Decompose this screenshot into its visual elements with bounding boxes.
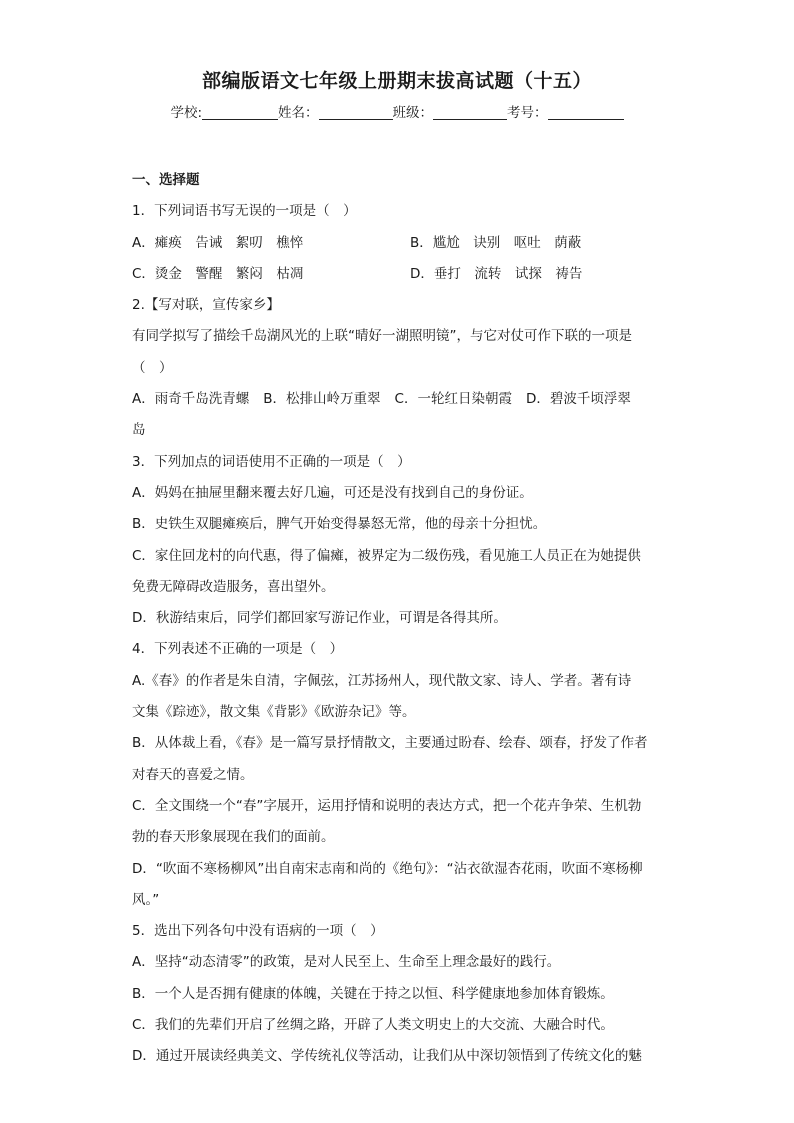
question-3-option-a: A．妈妈在抽屉里翻来覆去好几遍，可还是没有找到自己的身份证。 xyxy=(132,484,533,501)
question-4-option-a-line-1: A.《春》的作者是朱自清，字佩弦，江苏扬州人，现代散文家、诗人、学者。著有诗 xyxy=(132,672,632,689)
question-3-stem: 3．下列加点的词语使用不正确的一项是（ ） xyxy=(132,453,411,470)
question-4-option-a-line-2: 文集《踪迹》，散文集《背影》《欧游杂记》等。 xyxy=(132,704,416,721)
school-blank[interactable] xyxy=(202,105,278,120)
question-3-option-c-line-1: C．家住回龙村的向代惠，得了偏瘫，被界定为二级伤残，看见施工人员正在为她提供 xyxy=(132,547,641,564)
question-2-text-line-1: 有同学拟写了描绘千岛湖风光的上联“晴好一湖照明镜”，与它对仗可作下联的一项是 xyxy=(132,328,632,345)
school-label: 学校: xyxy=(170,105,203,121)
question-2-option-c: C．一轮红日染朝霞 xyxy=(394,391,512,408)
question-5-option-c: C．我们的先辈们开启了丝绸之路，开辟了人类文明史上的大交流、大融合时代。 xyxy=(132,1017,614,1034)
question-4-option-c-line-1: C．全文围绕一个“春”字展开，运用抒情和说明的表达方式，把一个花卉争荣、生机勃 xyxy=(132,797,642,814)
question-4-option-b-line-2: 对春天的喜爱之情。 xyxy=(132,766,254,783)
exam-no-blank[interactable] xyxy=(548,105,624,120)
question-5-stem: 5．选出下列各句中没有语病的一项（ ） xyxy=(132,923,384,940)
question-1-options-row-2 xyxy=(132,259,662,290)
question-content xyxy=(132,165,662,1073)
question-4-option-b-line-1: B．从体裁上看，《春》是一篇写景抒情散文，主要通过盼春、绘春、颂春，抒发了作者 xyxy=(132,735,648,752)
question-2-option-d: D．碧波千顷浮翠 xyxy=(525,391,631,408)
question-1-option-b: B．尴尬 诀别 呕吐 荫蔽 xyxy=(410,234,582,251)
question-2-stem: 2.【写对联，宣传家乡】 xyxy=(132,297,280,314)
question-4-stem: 4．下列表述不正确的一项是（ ） xyxy=(132,641,344,658)
name-blank[interactable] xyxy=(319,105,393,120)
exam-no-label: 考号： xyxy=(507,105,548,121)
class-label: 班级： xyxy=(392,105,434,121)
question-5-option-b: B．一个人是否拥有健康的体魄，关键在于持之以恒、科学健康地参加体育锻炼。 xyxy=(132,985,614,1002)
question-1-options-row-1 xyxy=(132,228,662,259)
question-2-options xyxy=(132,384,662,415)
question-4-option-c-line-2: 勃的春天形象展现在我们的面前。 xyxy=(132,829,335,846)
question-2-option-b: B．松排山岭万重翠 xyxy=(263,391,381,408)
question-2-option-d-continued: 岛 xyxy=(132,422,146,439)
question-3-option-d: D．秋游结束后，同学们都回家写游记作业，可谓是各得其所。 xyxy=(132,610,507,627)
question-4-option-d-line-2: 风。” xyxy=(132,891,160,908)
question-2-option-a: A．雨奇千岛洗青螺 xyxy=(132,391,250,408)
question-1-stem: 1．下列词语书写无误的一项是（ ） xyxy=(132,203,357,220)
student-info-line xyxy=(0,101,794,121)
section-heading: 一、选择题 xyxy=(132,172,200,188)
question-5-option-d: D．通过开展读经典美文、学传统礼仪等活动，让我们从中深切领悟到了传统文化的魅 xyxy=(132,1048,642,1065)
page-title: 部编版语文七年级上册期末拔高试题（十五） xyxy=(201,70,592,92)
question-4-option-d-line-1: D．“吹面不寒杨柳风”出自南宋志南和尚的《绝句》：“沾衣欲湿杏花雨，吹面不寒杨柳 xyxy=(132,860,643,877)
question-1-option-c: C．烫金 警醒 繁闷 枯凋 xyxy=(132,265,304,282)
question-5-option-a: A．坚持“动态清零”的政策，是对人民至上、生命至上理念最好的践行。 xyxy=(132,954,561,971)
class-blank[interactable] xyxy=(433,105,507,120)
name-label: 姓名： xyxy=(278,105,319,121)
question-3-option-c-line-2: 免费无障碍改造服务，喜出望外。 xyxy=(132,578,335,595)
question-3-option-b: B．史铁生双腿瘫痪后，脾气开始变得暴怒无常，他的母亲十分担忧。 xyxy=(132,516,547,533)
question-2-text-line-2: （ ） xyxy=(132,359,173,376)
question-1-option-d: D．垂打 流转 试探 祷告 xyxy=(410,265,583,282)
question-1-option-a: A．瘫痪 告诫 絮叨 樵悴 xyxy=(132,234,304,251)
